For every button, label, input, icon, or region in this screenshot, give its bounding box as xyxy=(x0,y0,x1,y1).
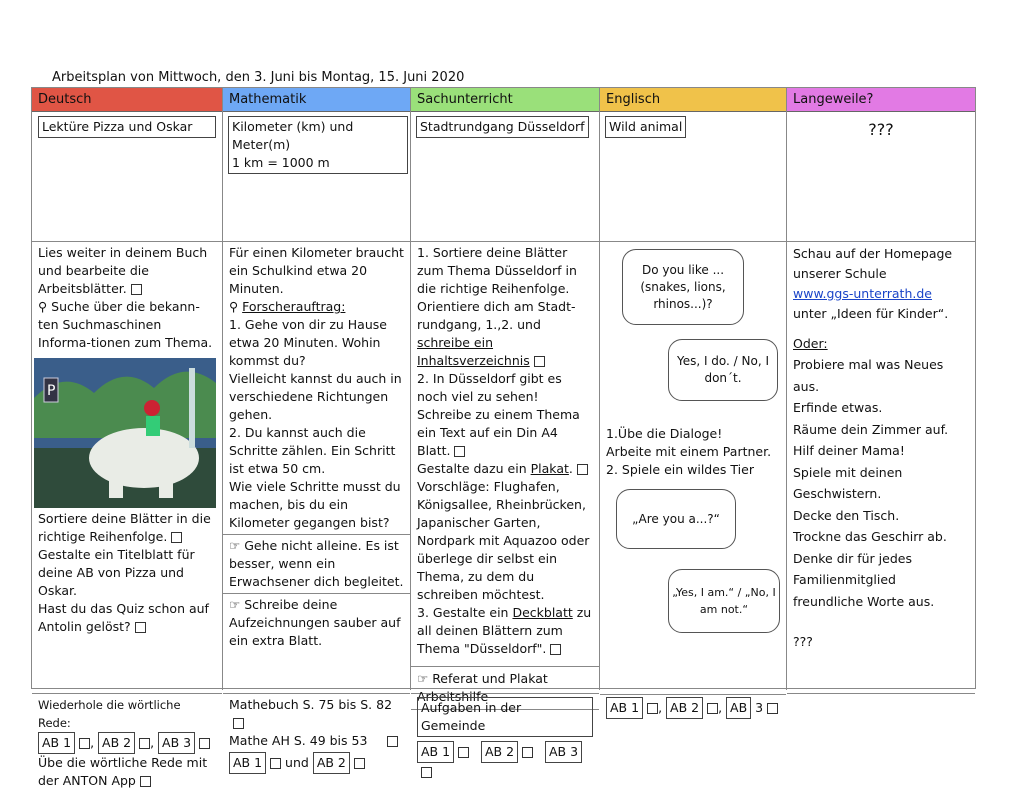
checkbox[interactable] xyxy=(139,738,150,749)
sach-task-4: Gestalte dazu ein Plakat. xyxy=(417,460,593,478)
header-deutsch: Deutsch xyxy=(32,88,222,112)
sach-referat: ☞ Referat und Plakat Arbeitshilfe xyxy=(411,666,599,710)
englisch-tasks: 1.Übe die Dialoge! Arbeite mit einem Partner. 2. Spiele ein wildes Tier xyxy=(606,426,772,477)
checkbox[interactable] xyxy=(140,776,151,787)
ideas-hint: unter „Ideen für Kinder“. xyxy=(793,306,949,321)
deutsch-repeat-label: Wiederhole die wörtliche Rede: xyxy=(38,698,181,730)
checkbox[interactable] xyxy=(354,758,365,769)
checkbox[interactable] xyxy=(421,767,432,778)
oder-label: Oder: xyxy=(793,336,828,351)
header-langeweile: Langeweile? xyxy=(787,88,975,112)
search-icon: ⚲ xyxy=(229,299,243,314)
checkbox[interactable] xyxy=(199,738,210,749)
deutsch-anton: Übe die wörtliche Rede mit der ANTON App xyxy=(38,755,208,788)
sach-task-5: 3. Gestalte ein Deckblatt zu all deinen Blättern zum Thema "Düsseldorf". xyxy=(417,605,592,656)
checkbox[interactable] xyxy=(131,284,142,295)
mathe-text-2: 1. Gehe von dir zu Hause etwa 20 Minuten. Wohin kommst du? xyxy=(229,317,387,368)
mathe-text-6: ☞ Gehe nicht alleine. Es ist besser, wenn ein Erwachsener dich begleitet. xyxy=(223,535,410,594)
mathe-ah: Mathe AH S. 49 bis 53 xyxy=(229,732,404,750)
deutsch-task-2: ⚲ Suche über die bekann-ten Suchmaschinen Informa-tionen zum Thema. xyxy=(38,299,213,350)
mathe-text-7: ☞ Schreibe deine Aufzeichnungen sauber auf ein extra Blatt. xyxy=(229,597,401,648)
pointing-hand-icon: ☞ xyxy=(417,671,433,686)
checkbox[interactable] xyxy=(454,446,465,457)
idea-list: Probiere mal was Neues aus. Erfinde etwas. Räume dein Zimmer auf. Hilf deiner Mama! Spiele mit deinen Geschwistern. Decke den Tisch. Trockne das Geschirr ab. Denke dir für jedes Familienmitglied freundliche Worte aus. xyxy=(793,357,949,609)
svg-text:P: P xyxy=(47,383,56,399)
checkbox[interactable] xyxy=(577,464,588,475)
checkbox[interactable] xyxy=(707,703,718,714)
topic-mathematik: Kilometer (km) und Meter(m) 1 km = 1000 m xyxy=(228,116,408,174)
checkbox[interactable] xyxy=(270,758,281,769)
sach-suggestions: Vorschläge: Flughafen, Königsallee, Rheinbrücken, Japanischer Garten, Nordpark mit Aquazoo oder überlege dir selbst ein Thema, zu dem du schreiben möchtest. xyxy=(417,479,590,602)
checkbox[interactable] xyxy=(387,736,398,747)
mathe-text-3: Vielleicht kannst du auch in verschiedene Richtungen gehen. xyxy=(229,371,402,422)
checkbox[interactable] xyxy=(550,644,561,655)
book-illustration xyxy=(34,358,216,508)
checkbox[interactable] xyxy=(171,532,182,543)
mathebuch: Mathebuch S. 75 bis S. 82 xyxy=(229,696,404,732)
sach-gemeinde: Aufgaben in der Gemeinde xyxy=(417,697,593,737)
mathe-forscher: ⚲ Forscherauftrag: xyxy=(229,299,346,314)
topic-englisch: Wild animal xyxy=(605,116,686,138)
checkbox[interactable] xyxy=(522,747,533,758)
mathe-ab-row: AB 1 und AB 2 xyxy=(229,752,404,774)
topic-deutsch: Lektüre Pizza und Oskar xyxy=(38,116,216,138)
topic-sachunterricht: Stadtrundgang Düsseldorf xyxy=(416,116,589,138)
checkbox[interactable] xyxy=(458,747,469,758)
checkbox[interactable] xyxy=(79,738,90,749)
col-englisch xyxy=(600,88,787,715)
speech-bubble-2: Yes, I do. / No, I don´t. xyxy=(668,339,778,401)
end-question-marks: ??? xyxy=(793,634,813,649)
checkbox[interactable] xyxy=(647,703,658,714)
mathe-text-5: Wie viele Schritte musst du machen, bis du ein Kilometer gegangen bist? xyxy=(223,478,410,535)
deutsch-task-4: Gestalte ein Titelblatt für deine AB von Pizza und Oskar. xyxy=(38,547,195,598)
col-mathematik xyxy=(223,88,411,770)
search-icon: ⚲ xyxy=(38,299,52,314)
col-sachunterricht xyxy=(411,88,600,759)
speech-bubble-4: „Yes, I am.“ / „No, I am not.“ xyxy=(668,569,780,633)
pointing-hand-icon: ☞ xyxy=(229,538,245,553)
header-sachunterricht: Sachunterricht xyxy=(411,88,599,112)
school-link[interactable]: www.ggs-unterrath.de xyxy=(793,286,932,301)
sach-task-3: Schreibe zu einem Thema ein Text auf ein Din A4 Blatt. xyxy=(417,407,580,458)
speech-bubble-1: Do you like ... (snakes, lions, rhinos...)? xyxy=(622,249,744,325)
plan-table xyxy=(31,87,976,788)
sach-task-2: 2. In Düsseldorf gibt es noch viel zu sehen! xyxy=(417,371,562,404)
col-langeweile xyxy=(787,88,975,690)
englisch-ab-row: AB 1 , AB 2 , AB 3 xyxy=(606,697,780,719)
deutsch-task-1: Lies weiter in deinem Buch und bearbeite die Arbeitsblätter. xyxy=(38,245,208,296)
mathe-text-4: 2. Du kannst auch die Schritte zählen. Ein Schritt ist etwa 50 cm. xyxy=(229,425,396,476)
mathe-text-1: Für einen Kilometer braucht ein Schulkind etwa 20 Minuten. xyxy=(229,245,404,296)
checkbox[interactable] xyxy=(534,356,545,367)
page-title: Arbeitsplan von Mittwoch, den 3. Juni bis Montag, 15. Juni 2020 xyxy=(52,70,465,85)
checkbox[interactable] xyxy=(767,703,778,714)
deutsch-ab-row: AB 1 , AB 2 , AB 3 xyxy=(38,732,216,754)
checkbox[interactable] xyxy=(135,622,146,633)
sach-ab-row: AB 1 AB 2 AB 3 xyxy=(417,741,593,781)
col-deutsch xyxy=(32,88,223,788)
deutsch-task-5: Hast du das Quiz schon auf Antolin gelöst? xyxy=(38,601,209,634)
header-englisch: Englisch xyxy=(600,88,786,112)
pointing-hand-icon: ☞ xyxy=(229,597,245,612)
question-marks: ??? xyxy=(868,120,894,139)
sach-task-1: 1. Sortiere deine Blätter zum Thema Düsseldorf in die richtige Reihenfolge. Orientiere dich am Stadt-rundgang, 1.,2. und schreibe ein Inhaltsverzeichnis xyxy=(417,245,577,368)
deutsch-task-3: Sortiere deine Blätter in die richtige Reihenfolge. xyxy=(38,511,211,544)
header-mathematik: Mathematik xyxy=(223,88,410,112)
speech-bubble-3: „Are you a...?“ xyxy=(616,489,736,549)
homepage-hint: Schau auf der Homepage unserer Schule xyxy=(793,246,953,281)
